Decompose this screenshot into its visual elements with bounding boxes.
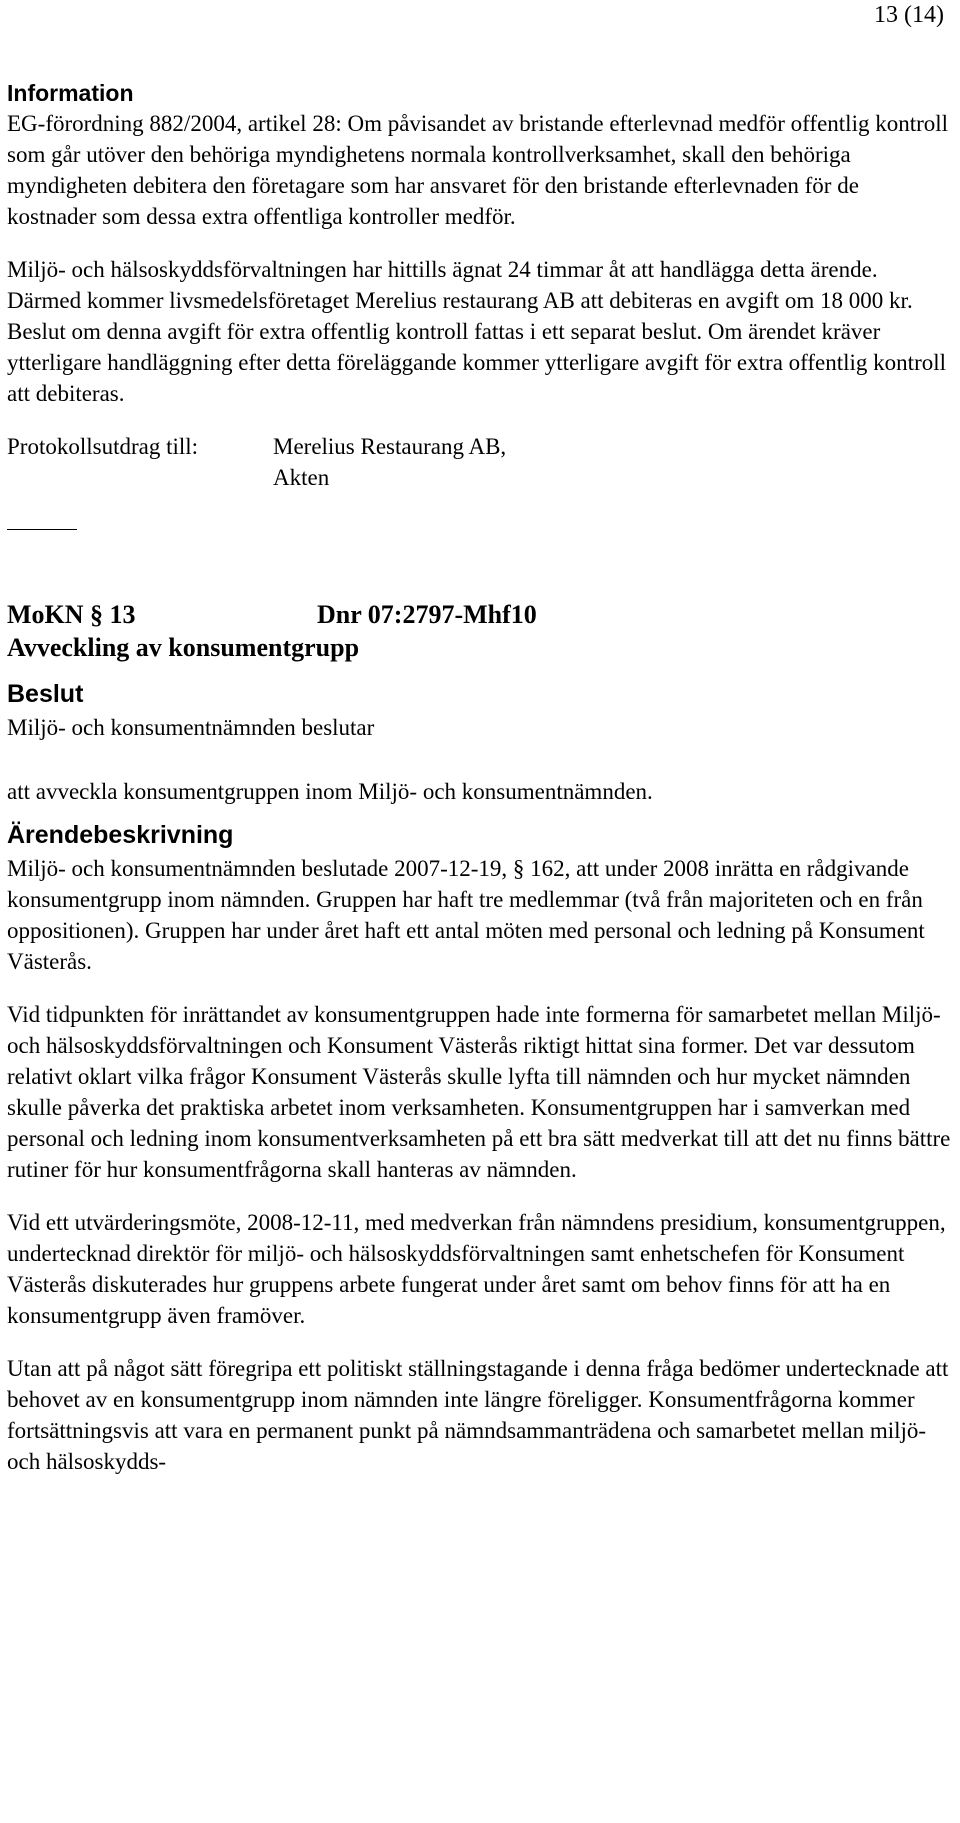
arendebeskrivning-heading: Ärendebeskrivning xyxy=(7,821,234,849)
information-paragraph-1: EG-förordning 882/2004, artikel 28: Om påvisandet av bristande efterlevnad medför offentlig kontroll som går utöver den behöriga myndighetens normala kontrollverksamhet, skall den behöriga myndigheten debitera den företagare som har ansvaret för den bristande efterlevnaden för de kostnader som dessa extra offentliga kontroller medför. xyxy=(7,111,949,229)
protocol-extract xyxy=(7,431,952,493)
protocol-recipient: Akten xyxy=(273,465,330,490)
protocol-label: Protokollsutdrag till: xyxy=(7,434,199,459)
arende-paragraph: Miljö- och konsumentnämnden beslutade 2007-12-19, § 162, att under 2008 inrätta en rådgivande konsumentgrupp inom nämnden. Gruppen har haft tre medlemmar (två från majoriteten och en från oppositionen). Gruppen har under året haft ett antal möten med personal och ledning på Konsument Västerås. xyxy=(7,856,925,974)
protocol-recipients xyxy=(273,431,506,493)
protocol-recipient: Merelius Restaurang AB, xyxy=(273,434,507,459)
document-content xyxy=(7,78,952,1477)
beslut-heading: Beslut xyxy=(7,680,84,708)
case-dnr: Dnr 07:2797-Mhf10 xyxy=(317,600,537,629)
arende-paragraph: Utan att på något sätt föregripa ett politiskt ställningstagande i denna fråga bedömer undertecknade att behovet av en konsumentgrupp inom nämnden inte längre föreligger. Konsumentfrågorna kommer fortsättningsvis att vara en permanent punkt på nämndsammanträdena och samarbetet mellan miljö- och hälsoskydds- xyxy=(7,1356,949,1474)
arende-paragraph: Vid ett utvärderingsmöte, 2008-12-11, med medverkan från nämndens presidium, konsumentgruppen, undertecknad direktör för miljö- och hälsoskyddsförvaltningen samt enhetschefen för Konsument Västerås diskuterades hur gruppens arbete fungerat under året samt om behov finns för att ha en konsumentgrupp även framöver. xyxy=(7,1210,946,1328)
arende-paragraph: Vid tidpunkten för inrättandet av konsumentgruppen hade inte formerna för samarbetet mellan Miljö- och hälsoskyddsförvaltningen och Konsument Västerås riktigt hittat sina former. Det var dessutom relativt oklart vilka frågor Konsument Västerås skulle lyfta till nämnden och hur mycket nämnden skulle påverka det praktiska arbetet inom verksamheten. Konsumentgruppen har i samverkan med personal och ledning inom konsumentverksamheten på ett bra sätt medverkat till att det nu finns bättre rutiner för hur konsumentfrågorna skall hanteras av nämnden. xyxy=(7,1002,951,1182)
beslut-intro: Miljö- och konsumentnämnden beslutar xyxy=(7,715,375,740)
case-id: MoKN § 13 xyxy=(7,600,136,629)
case-title: Avveckling av konsumentgrupp xyxy=(7,633,360,662)
information-paragraph-2: Miljö- och hälsoskyddsförvaltningen har hittills ägnat 24 timmar åt att handlägga detta ärende. Därmed kommer livsmedelsföretaget Merelius restaurang AB att debiteras en avgift om 18 000 kr. Beslut om denna avgift för extra offentlig kontroll fattas i ett separat beslut. Om ärendet kräver ytterligare handläggning efter detta föreläggande kommer ytterligare avgift för extra offentlig kontroll att debiteras. xyxy=(7,257,947,406)
information-heading: Information xyxy=(7,80,134,106)
page-number: 13 (14) xyxy=(874,2,944,28)
beslut-decision: att avveckla konsumentgruppen inom Miljö- och konsumentnämnden. xyxy=(7,779,653,804)
case-header xyxy=(7,598,952,632)
